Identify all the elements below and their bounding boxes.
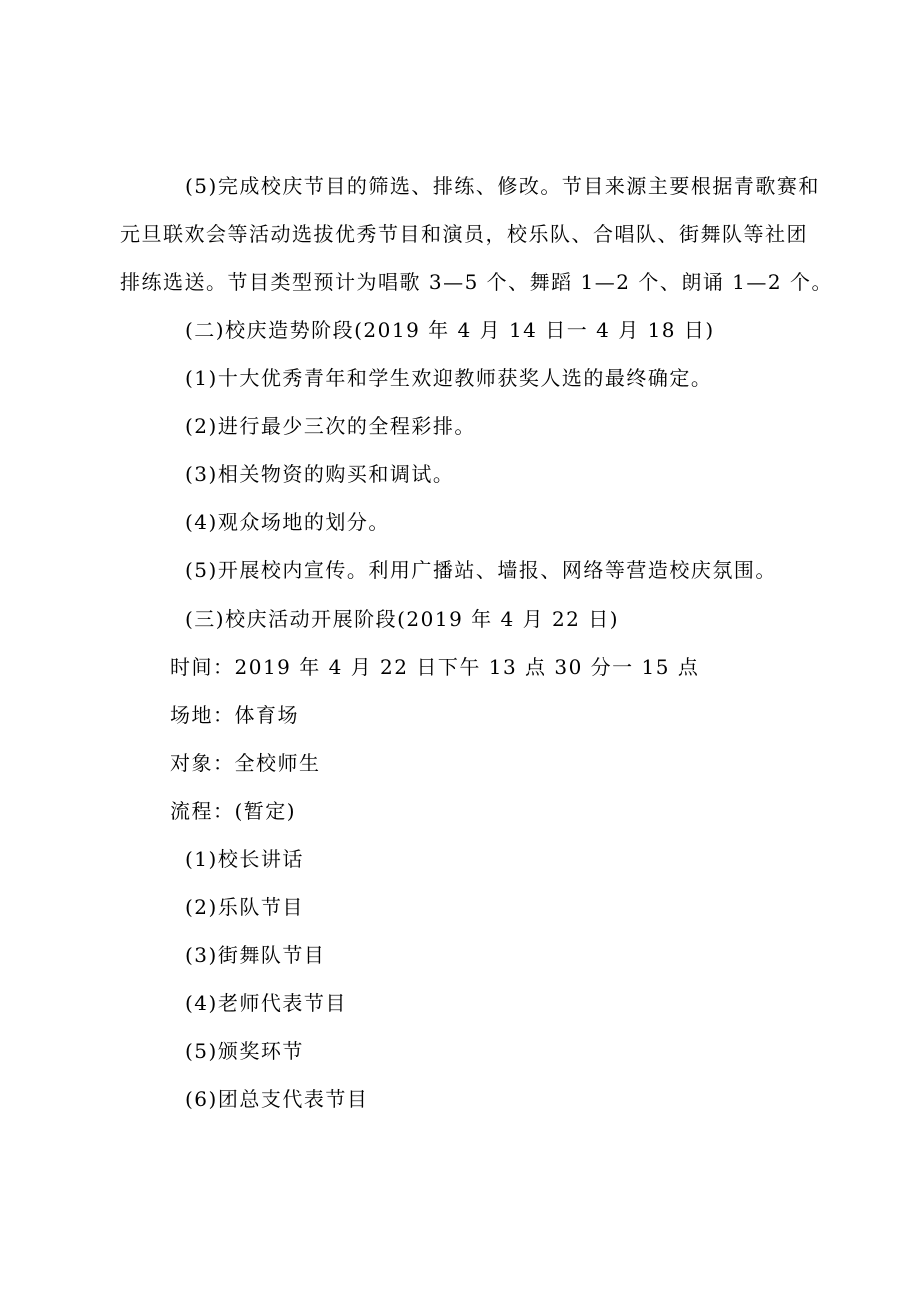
paragraph-1-line-1: (5)完成校庆节目的筛选、排练、修改。节目来源主要根据青歌赛和 — [185, 174, 820, 198]
flow-item-2: (2)乐队节目 — [185, 895, 304, 919]
flow-item-1: (1)校长讲话 — [185, 847, 304, 871]
section-3-heading: (三)校庆活动开展阶段(2019 年 4 月 22 日) — [185, 607, 620, 631]
flow-item-5: (5)颁奖环节 — [185, 1039, 304, 1063]
section-2-item-5: (5)开展校内宣传。利用广播站、墙报、网络等营造校庆氛围。 — [185, 558, 777, 582]
event-flow-label: 流程：(暂定) — [170, 799, 297, 823]
section-2-item-3: (3)相关物资的购买和调试。 — [185, 462, 455, 486]
event-time: 时间：2019 年 4 月 22 日下午 13 点 30 分一 15 点 — [170, 655, 700, 679]
section-2-item-1: (1)十大优秀青年和学生欢迎教师获奖人选的最终确定。 — [185, 366, 713, 390]
paragraph-1-line-3: 排练选送。节目类型预计为唱歌 3—5 个、舞蹈 1—2 个、朗诵 1—2 个。 — [120, 270, 833, 294]
paragraph-1-line-2: 元旦联欢会等活动选拔优秀节目和演员，校乐队、合唱队、街舞队等社团 — [120, 222, 808, 246]
section-2-item-2: (2)进行最少三次的全程彩排。 — [185, 414, 476, 438]
section-2-item-4: (4)观众场地的划分。 — [185, 510, 390, 534]
flow-item-6: (6)团总支代表节目 — [185, 1087, 369, 1111]
flow-item-3: (3)街舞队节目 — [185, 943, 326, 967]
flow-item-4: (4)老师代表节目 — [185, 991, 347, 1015]
event-audience: 对象：全校师生 — [170, 751, 321, 775]
event-venue: 场地：体育场 — [170, 703, 299, 727]
section-2-heading: (二)校庆造势阶段(2019 年 4 月 14 日一 4 月 18 日) — [185, 318, 715, 342]
